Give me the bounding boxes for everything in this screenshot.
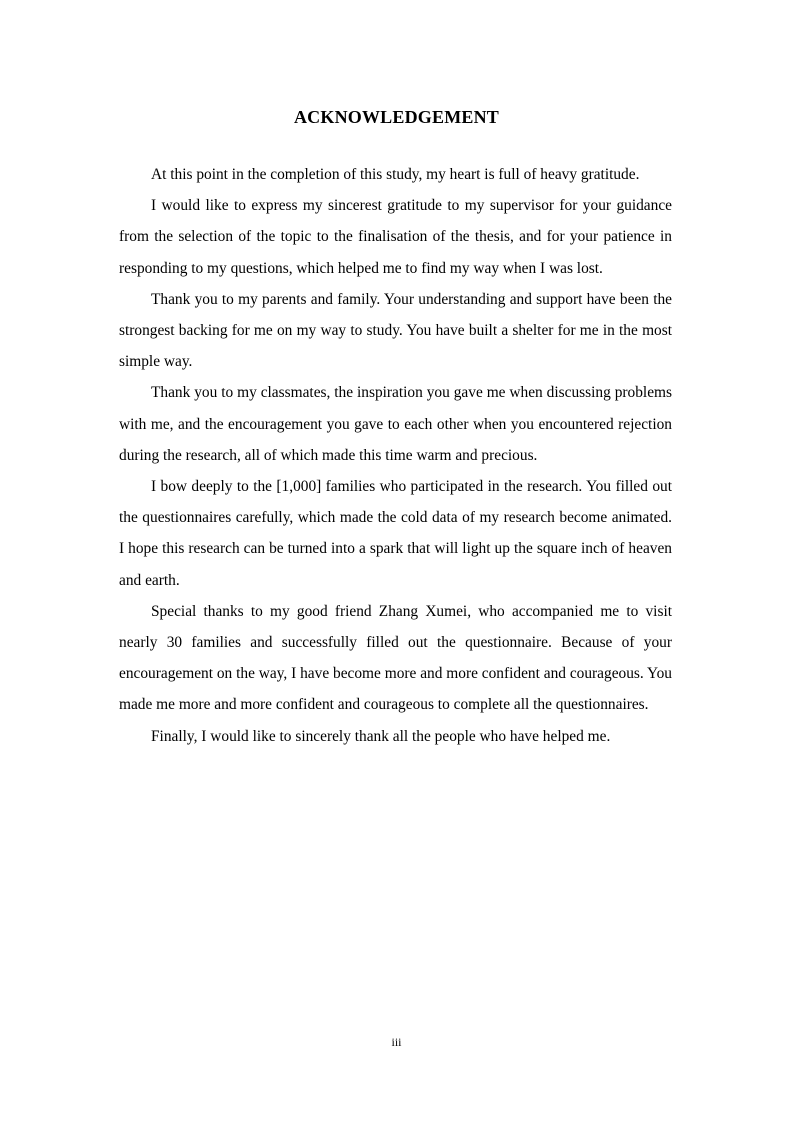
paragraph-family: Thank you to my parents and family. Your understanding and support have been the strongest backing for me on my way to study. You have built a shelter for me in the most simple way. bbox=[119, 290, 672, 371]
page-title: ACKNOWLEDGEMENT bbox=[293, 107, 500, 127]
page-number: iii bbox=[391, 1035, 402, 1049]
paragraph-gratitude-intro: At this point in the completion of this study, my heart is full of heavy gratitude. bbox=[151, 166, 640, 183]
acknowledgement-body bbox=[119, 159, 672, 752]
paragraph-participants: I bow deeply to the [1,000] families who participated in the research. You filled out the questionnaires carefully, which made the cold data of my research become animated. I hope this research can be turned into a spark that will light up the square inch of heaven and earth. bbox=[119, 478, 672, 589]
paragraph-supervisor: I would like to express my sincerest gratitude to my supervisor for your guidance from the selection of the topic to the finalisation of the thesis, and for your patience in responding to my questions, which helped me to find my way when I was lost. bbox=[119, 197, 672, 277]
paragraph-friend: Special thanks to my good friend Zhang Xumei, who accompanied me to visit nearly 30 families and successfully filled out the questionnaire. Because of your encouragement on the way, I have become more and more confident and courageous. You made me more and more confident and courageous to complete all the questionnaires. bbox=[119, 602, 672, 714]
paragraph-closing: Finally, I would like to sincerely thank all the people who have helped me. bbox=[151, 727, 611, 745]
paragraph-classmates: Thank you to my classmates, the inspiration you gave me when discussing problems with me, and the encouragement you gave to each other when you encountered rejection during the research, all of which made this time warm and precious. bbox=[119, 384, 672, 464]
